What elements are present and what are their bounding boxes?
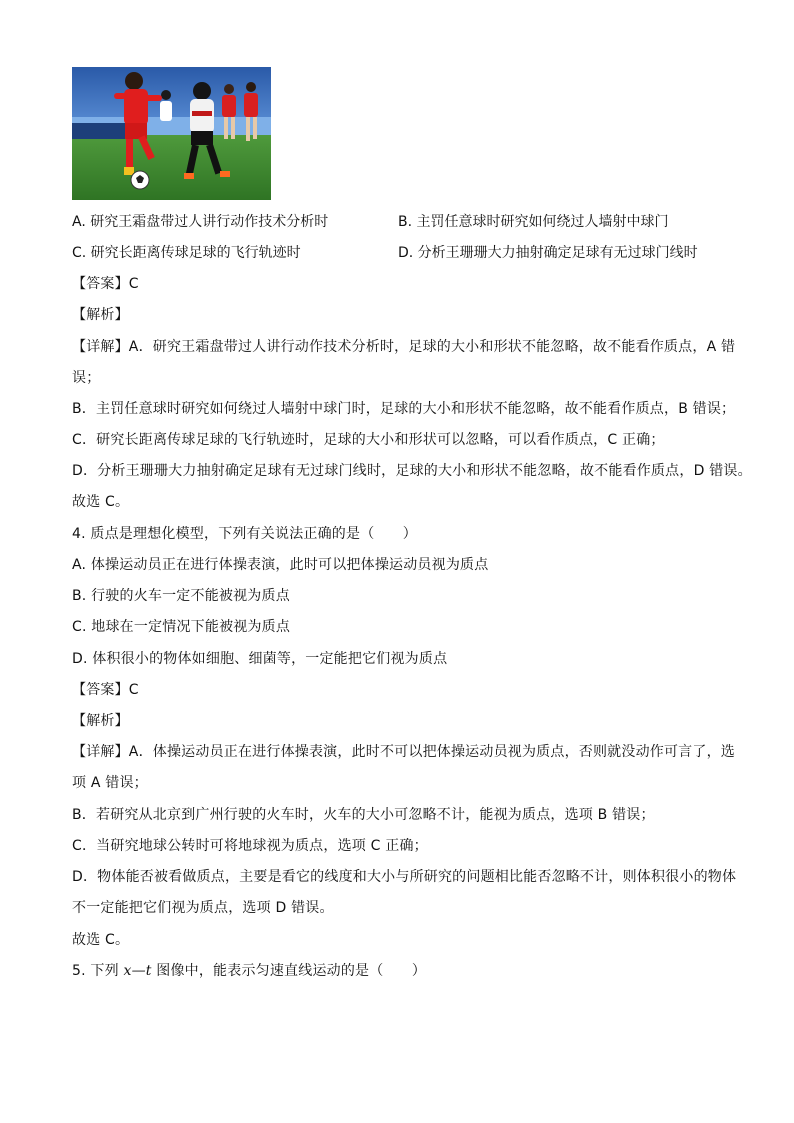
q3-option-a: A. 研究王霜盘带过人讲行动作技术分析时 xyxy=(72,214,329,230)
q4-option-d: D. 体积很小的物体如细胞、细菌等，一定能把它们视为质点 xyxy=(72,651,448,667)
q3-detail-line: B．主罚任意球时研究如何绕过人墙射中球门时，足球的大小和形状不能忽略，故不能看作质点，B 错误； xyxy=(72,401,736,417)
q4-conclusion: 故选 C。 xyxy=(72,932,130,948)
q3-detail-line: C．研究长距离传球足球的飞行轨迹时，足球的大小和形状可以忽略，可以看作质点，C 正确； xyxy=(72,432,665,448)
q3-option-c: C. 研究长距离传球足球的飞行轨迹时 xyxy=(72,245,301,261)
q5-stem xyxy=(72,961,426,981)
q4-detail-line: 不一定能把它们视为质点，选项 D 错误。 xyxy=(72,900,334,916)
q3-detail-line: 【详解】A．研究王霜盘带过人讲行动作技术分析时，足球的大小和形状不能忽略，故不能看作质点，A 错 xyxy=(72,339,736,355)
q5-stem-prefix: 5. 下列 xyxy=(72,963,124,979)
q5-stem-variable: x—t xyxy=(123,963,152,979)
q4-analysis-label: 【解析】 xyxy=(72,713,129,729)
q4-stem: 4. 质点是理想化模型，下列有关说法正确的是（ ） xyxy=(72,526,418,542)
q4-detail-line: B．若研究从北京到广州行驶的火车时，火车的大小可忽略不计，能视为质点，选项 B 错误； xyxy=(72,807,655,823)
football-match-photo xyxy=(72,67,271,200)
q3-option-d: D. 分析王珊珊大力抽射确定足球有无过球门线时 xyxy=(398,245,698,261)
q4-detail-line: C．当研究地球公转时可将地球视为质点，选项 C 正确； xyxy=(72,838,428,854)
q3-detail-line: D．分析王珊珊大力抽射确定足球有无过球门线时，足球的大小和形状不能忽略，故不能看作质点，D 错误。 xyxy=(72,463,752,479)
q3-option-b: B. 主罚任意球时研究如何绕过人墙射中球门 xyxy=(398,214,669,230)
q4-answer: 【答案】C xyxy=(72,682,139,698)
q4-detail-line: D．物体能否被看做质点，主要是看它的线度和大小与所研究的问题相比能否忽略不计，则体积很小的物体 xyxy=(72,869,737,885)
q3-conclusion: 故选 C。 xyxy=(72,494,130,510)
q4-detail-line: 【详解】A．体操运动员正在进行体操表演，此时不可以把体操运动员视为质点，否则就没动作可言了，选 xyxy=(72,744,735,760)
q3-answer: 【答案】C xyxy=(72,276,139,292)
q5-stem-suffix: 图像中，能表示匀速直线运动的是（ ） xyxy=(151,963,427,979)
q3-detail-line: 误； xyxy=(72,370,101,386)
q4-detail-line: 项 A 错误； xyxy=(72,775,148,791)
q4-option-a: A. 体操运动员正在进行体操表演，此时可以把体操运动员视为质点 xyxy=(72,557,489,573)
q4-option-b: B. 行驶的火车一定不能被视为质点 xyxy=(72,588,290,604)
q4-option-c: C. 地球在一定情况下能被视为质点 xyxy=(72,619,291,635)
football-photo-illustration xyxy=(72,67,271,200)
q3-analysis-label: 【解析】 xyxy=(72,307,129,323)
